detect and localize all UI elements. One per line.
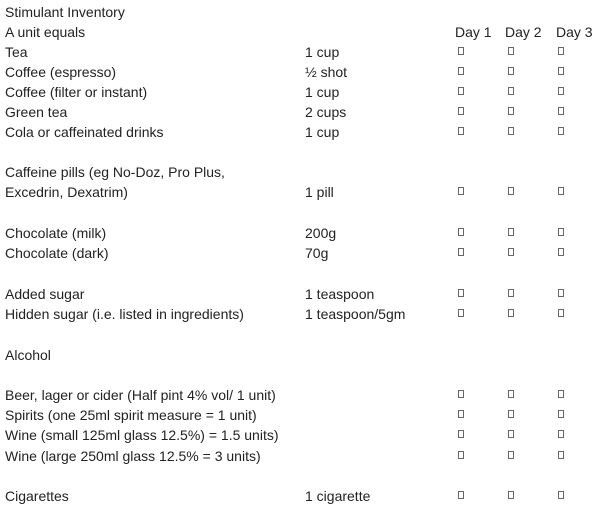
day-3-checkbox[interactable] — [558, 107, 564, 115]
item-name: Coffee (filter or instant) — [5, 84, 148, 100]
day-2-checkbox[interactable] — [508, 491, 514, 499]
day-1-checkbox[interactable] — [458, 430, 464, 438]
day-3-header: Day 3 — [556, 24, 593, 40]
day-1-checkbox[interactable] — [458, 47, 464, 55]
item-unit: 70g — [305, 245, 329, 261]
day-1-checkbox[interactable] — [458, 491, 464, 499]
item-unit: 1 teaspoon/5gm — [305, 306, 406, 322]
header-row — [0, 22, 600, 42]
item-row-green-tea — [0, 102, 600, 122]
day-1-checkbox[interactable] — [458, 309, 464, 317]
item-unit: 1 cup — [305, 84, 340, 100]
day-3-checkbox[interactable] — [558, 491, 564, 499]
item-row-wine-large — [0, 446, 600, 466]
day-3-checkbox[interactable] — [558, 430, 564, 438]
day-2-checkbox[interactable] — [508, 228, 514, 236]
item-row-coffee-espresso — [0, 62, 600, 82]
day-1-checkbox[interactable] — [458, 107, 464, 115]
day-2-checkbox[interactable] — [508, 248, 514, 256]
item-name: Excedrin, Dexatrim) — [5, 184, 128, 200]
item-name: Chocolate (dark) — [5, 245, 109, 261]
item-unit: 1 teaspoon — [305, 286, 375, 302]
day-3-checkbox[interactable] — [558, 187, 564, 195]
item-row-tea — [0, 42, 600, 62]
section-label: Alcohol — [5, 347, 51, 363]
day-1-checkbox[interactable] — [458, 248, 464, 256]
item-row-cigarettes — [0, 486, 600, 506]
item-row-added-sugar — [0, 284, 600, 304]
item-row-chocolate-milk — [0, 223, 600, 243]
day-3-checkbox[interactable] — [558, 390, 564, 398]
item-row-caffeine-pills — [0, 182, 600, 202]
day-3-checkbox[interactable] — [558, 87, 564, 95]
day-3-checkbox[interactable] — [558, 228, 564, 236]
day-3-checkbox[interactable] — [558, 309, 564, 317]
day-3-checkbox[interactable] — [558, 127, 564, 135]
item-unit: 1 cigarette — [305, 488, 371, 504]
day-1-checkbox[interactable] — [458, 228, 464, 236]
item-name: Coffee (espresso) — [5, 64, 117, 80]
item-name: Caffeine pills (eg No-Doz, Pro Plus, — [5, 164, 225, 180]
item-name: Cigarettes — [5, 488, 69, 504]
day-1-checkbox[interactable] — [458, 127, 464, 135]
item-row-chocolate-dark — [0, 243, 600, 263]
day-2-checkbox[interactable] — [508, 410, 514, 418]
day-1-checkbox[interactable] — [458, 390, 464, 398]
item-name: Hidden sugar (i.e. listed in ingredients) — [5, 306, 244, 322]
day-2-checkbox[interactable] — [508, 390, 514, 398]
item-name: Cola or caffeinated drinks — [5, 124, 164, 140]
item-name: Beer, lager or cider (Half pint 4% vol/ 1 unit) — [5, 387, 276, 403]
day-2-checkbox[interactable] — [508, 451, 514, 459]
day-2-checkbox[interactable] — [508, 127, 514, 135]
title-row — [0, 2, 600, 22]
item-row-wine-small — [0, 425, 600, 445]
day-1-checkbox[interactable] — [458, 289, 464, 297]
item-unit: 1 cup — [305, 124, 340, 140]
day-2-checkbox[interactable] — [508, 107, 514, 115]
day-1-header: Day 1 — [455, 24, 492, 40]
day-2-checkbox[interactable] — [508, 187, 514, 195]
day-3-checkbox[interactable] — [558, 248, 564, 256]
item-row-hidden-sugar — [0, 304, 600, 324]
day-2-header: Day 2 — [505, 24, 542, 40]
item-name: Wine (small 125ml glass 12.5%) = 1.5 units) — [5, 427, 279, 443]
item-name: Spirits (one 25ml spirit measure = 1 unit) — [5, 407, 257, 423]
item-row-spirits — [0, 405, 600, 425]
item-unit: 1 cup — [305, 44, 340, 60]
item-row-cola — [0, 122, 600, 142]
day-1-checkbox[interactable] — [458, 87, 464, 95]
item-row-coffee-filter — [0, 82, 600, 102]
unit-header-label: A unit equals — [5, 24, 86, 40]
day-2-checkbox[interactable] — [508, 67, 514, 75]
day-1-checkbox[interactable] — [458, 187, 464, 195]
day-2-checkbox[interactable] — [508, 309, 514, 317]
item-name: Chocolate (milk) — [5, 225, 107, 241]
item-name: Added sugar — [5, 286, 85, 302]
item-unit: 2 cups — [305, 104, 347, 120]
day-2-checkbox[interactable] — [508, 430, 514, 438]
day-1-checkbox[interactable] — [458, 410, 464, 418]
item-name: Wine (large 250ml glass 12.5% = 3 units) — [5, 448, 261, 464]
day-2-checkbox[interactable] — [508, 47, 514, 55]
day-2-checkbox[interactable] — [508, 87, 514, 95]
item-unit: ½ shot — [305, 64, 348, 80]
item-name: Tea — [5, 44, 28, 60]
item-row-beer — [0, 385, 600, 405]
page-title: Stimulant Inventory — [5, 4, 125, 20]
day-1-checkbox[interactable] — [458, 67, 464, 75]
day-3-checkbox[interactable] — [558, 47, 564, 55]
day-3-checkbox[interactable] — [558, 451, 564, 459]
day-2-checkbox[interactable] — [508, 289, 514, 297]
day-3-checkbox[interactable] — [558, 410, 564, 418]
day-3-checkbox[interactable] — [558, 67, 564, 75]
item-name: Green tea — [5, 104, 68, 120]
item-unit: 200g — [305, 225, 337, 241]
day-1-checkbox[interactable] — [458, 451, 464, 459]
alcohol-section-heading — [0, 345, 600, 365]
item-unit: 1 pill — [305, 184, 334, 200]
item-row-caffeine-pills-line-1 — [0, 162, 600, 182]
day-3-checkbox[interactable] — [558, 289, 564, 297]
